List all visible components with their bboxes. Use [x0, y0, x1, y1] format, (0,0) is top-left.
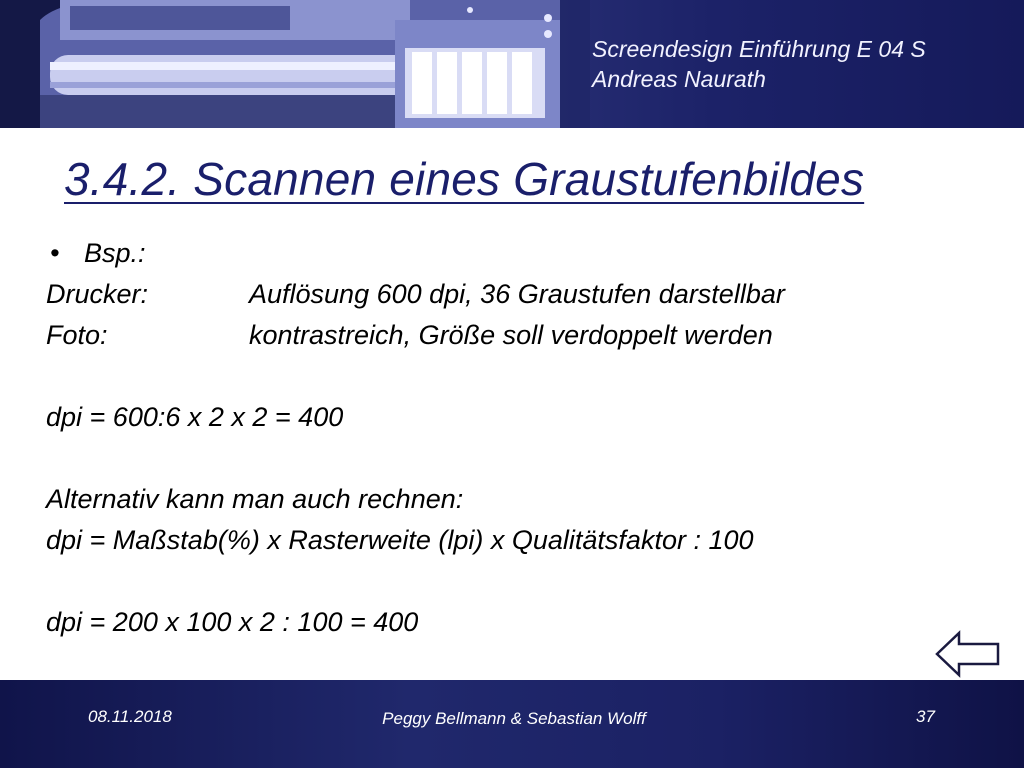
footer-date: 08.11.2018 — [88, 707, 172, 726]
formula-1: dpi = 600:6 x 2 x 2 = 400 — [46, 402, 344, 432]
spec-label: Foto: — [46, 320, 108, 350]
header-banner — [0, 0, 1024, 128]
alternative-intro: Alternativ kann man auch rechnen: — [46, 484, 464, 514]
spec-row-photo — [46, 315, 986, 356]
slide-content — [46, 233, 986, 643]
back-arrow-icon — [935, 630, 1001, 678]
header-author: Andreas Naurath — [592, 66, 766, 92]
bullet-icon: • — [50, 238, 60, 268]
formula-2: dpi = Maßstab(%) x Rasterweite (lpi) x Qualitätsfaktor : 100 — [46, 525, 754, 555]
slide-title: 3.4.2. Scannen eines Graustufenbildes — [64, 153, 865, 205]
footer — [0, 680, 1024, 768]
spec-value: Auflösung 600 dpi, 36 Graustufen darstellbar — [249, 279, 785, 309]
spec-value: kontrastreich, Größe soll verdoppelt werden — [249, 320, 773, 350]
page-number: 37 — [916, 707, 935, 726]
formula-3: dpi = 200 x 100 x 2 : 100 = 400 — [46, 607, 419, 637]
bullet-item — [46, 233, 986, 274]
bullet-text: Bsp.: — [84, 238, 146, 268]
spec-row-printer — [46, 274, 986, 315]
spec-label: Drucker: — [46, 279, 149, 309]
back-button[interactable] — [935, 630, 1001, 678]
footer-authors: Peggy Bellmann & Sebastian Wolff — [382, 709, 646, 728]
course-title: Screendesign Einführung E 04 S — [592, 36, 926, 62]
